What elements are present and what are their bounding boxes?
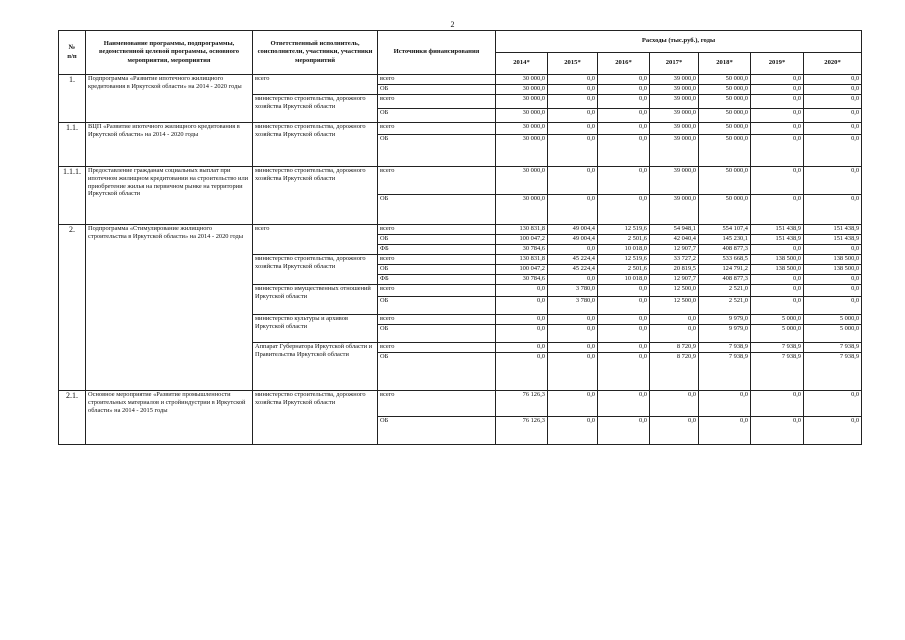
row-value: 138 500,0 <box>804 255 862 265</box>
row-value: 45 224,4 <box>548 265 598 275</box>
row-value: 2 521,0 <box>699 285 751 297</box>
row-value: 0,0 <box>548 85 598 95</box>
row-value: 5 000,0 <box>804 315 862 325</box>
row-value: 408 877,3 <box>699 245 751 255</box>
row-value: 30 000,0 <box>496 75 548 85</box>
row-executor: Аппарат Губернатора Иркутской области и Правительства Иркутской области <box>253 343 378 391</box>
row-value: 39 000,0 <box>650 135 699 167</box>
row-value: 0,0 <box>548 315 598 325</box>
row-name: Подпрограмма «Развитие ипотечного жилищного кредитования в Иркутской области» на 2014 - 2020 годы <box>86 75 253 123</box>
row-value: 0,0 <box>548 325 598 343</box>
row-value: 0,0 <box>548 353 598 391</box>
row-value: 0,0 <box>751 245 804 255</box>
row-value: 12 519,6 <box>598 225 650 235</box>
row-value: 408 877,3 <box>699 275 751 285</box>
row-value: 533 668,5 <box>699 255 751 265</box>
row-value: 0,0 <box>548 343 598 353</box>
header-year: 2016* <box>598 53 650 75</box>
row-value: 0,0 <box>751 109 804 123</box>
row-value: 7 938,9 <box>699 353 751 391</box>
table-row <box>59 167 862 195</box>
row-value: 0,0 <box>751 417 804 445</box>
row-value: 554 107,4 <box>699 225 751 235</box>
row-executor: всего <box>253 225 378 255</box>
row-value: 3 780,0 <box>548 285 598 297</box>
row-source: ФБ <box>378 245 496 255</box>
row-value: 30 784,6 <box>496 275 548 285</box>
row-value: 0,0 <box>751 123 804 135</box>
row-value: 0,0 <box>650 325 699 343</box>
row-index: 2.1. <box>59 391 86 445</box>
row-value: 0,0 <box>804 195 862 225</box>
row-value: 50 000,0 <box>699 85 751 95</box>
header-source: Источники финансирования <box>378 31 496 75</box>
row-value: 0,0 <box>598 285 650 297</box>
table-row <box>59 391 862 417</box>
row-index: 1.1.1. <box>59 167 86 225</box>
row-value: 151 438,9 <box>751 235 804 245</box>
row-value: 0,0 <box>804 275 862 285</box>
row-source: всего <box>378 167 496 195</box>
row-value: 0,0 <box>548 95 598 109</box>
row-value: 49 004,4 <box>548 225 598 235</box>
row-value: 42 040,4 <box>650 235 699 245</box>
row-value: 100 047,2 <box>496 265 548 275</box>
row-value: 0,0 <box>751 391 804 417</box>
row-value: 0,0 <box>548 75 598 85</box>
row-executor: министерство строительства, дорожного хозяйства Иркутской области <box>253 255 378 285</box>
row-value: 151 438,9 <box>751 225 804 235</box>
row-value: 100 047,2 <box>496 235 548 245</box>
row-source: ОБ <box>378 325 496 343</box>
row-value: 0,0 <box>751 135 804 167</box>
row-value: 0,0 <box>804 297 862 315</box>
row-value: 0,0 <box>804 135 862 167</box>
row-value: 30 784,6 <box>496 245 548 255</box>
page-number: 2 <box>450 20 455 29</box>
row-name: ВЦП «Развитие ипотечного жилищного кредитования в Иркутской области» на 2014 - 2020 годы <box>86 123 253 167</box>
header-name: Наименование программы, подпрограммы, ведомственной целевой программы, основного мероприятия, мероприятия <box>86 31 253 75</box>
budget-table <box>58 30 862 445</box>
row-value: 8 720,9 <box>650 353 699 391</box>
row-value: 0,0 <box>804 75 862 85</box>
row-source: всего <box>378 123 496 135</box>
row-source: ОБ <box>378 85 496 95</box>
row-value: 7 938,9 <box>804 343 862 353</box>
row-value: 30 000,0 <box>496 95 548 109</box>
row-value: 130 831,8 <box>496 255 548 265</box>
row-value: 0,0 <box>548 167 598 195</box>
row-source: всего <box>378 225 496 235</box>
row-value: 0,0 <box>699 417 751 445</box>
row-value: 0,0 <box>751 167 804 195</box>
row-value: 30 000,0 <box>496 135 548 167</box>
row-value: 50 000,0 <box>699 123 751 135</box>
row-source: ОБ <box>378 265 496 275</box>
row-value: 0,0 <box>598 109 650 123</box>
row-value: 50 000,0 <box>699 167 751 195</box>
row-value: 0,0 <box>804 167 862 195</box>
row-value: 49 004,4 <box>548 235 598 245</box>
row-value: 124 791,2 <box>699 265 751 275</box>
row-value: 0,0 <box>598 135 650 167</box>
row-value: 151 438,9 <box>804 235 862 245</box>
row-value: 7 938,9 <box>804 353 862 391</box>
row-source: ОБ <box>378 297 496 315</box>
header-year: 2014* <box>496 53 548 75</box>
row-value: 0,0 <box>804 245 862 255</box>
row-value: 0,0 <box>496 297 548 315</box>
row-value: 0,0 <box>598 391 650 417</box>
header-expenses: Расходы (тыс.руб.), годы <box>496 31 862 53</box>
row-value: 138 500,0 <box>751 265 804 275</box>
row-value: 12 907,7 <box>650 275 699 285</box>
row-value: 0,0 <box>650 417 699 445</box>
row-value: 0,0 <box>548 135 598 167</box>
row-value: 12 907,7 <box>650 245 699 255</box>
row-executor: министерство культуры и архивов Иркутской области <box>253 315 378 343</box>
row-value: 0,0 <box>548 391 598 417</box>
row-name: Предоставление гражданам социальных выплат при ипотечном жилищном кредитовании на строительство или приобретение жилья на первичном рынке на территории Иркутской области <box>86 167 253 225</box>
row-value: 39 000,0 <box>650 95 699 109</box>
row-value: 0,0 <box>496 353 548 391</box>
row-value: 50 000,0 <box>699 75 751 85</box>
row-value: 0,0 <box>699 391 751 417</box>
row-value: 0,0 <box>548 417 598 445</box>
header-num: № п/п <box>59 31 86 75</box>
row-value: 5 000,0 <box>804 325 862 343</box>
row-value: 9 979,0 <box>699 325 751 343</box>
row-value: 0,0 <box>804 123 862 135</box>
row-value: 50 000,0 <box>699 195 751 225</box>
row-executor: всего <box>253 75 378 95</box>
row-value: 138 500,0 <box>804 265 862 275</box>
row-value: 0,0 <box>598 95 650 109</box>
table-row <box>59 75 862 85</box>
row-value: 0,0 <box>650 391 699 417</box>
row-executor: министерство строительства, дорожного хозяйства Иркутской области <box>253 95 378 123</box>
row-value: 5 000,0 <box>751 325 804 343</box>
row-value: 39 000,0 <box>650 195 699 225</box>
row-value: 0,0 <box>751 85 804 95</box>
row-value: 0,0 <box>804 391 862 417</box>
row-source: ОБ <box>378 135 496 167</box>
row-executor: министерство строительства, дорожного хозяйства Иркутской области <box>253 123 378 167</box>
row-value: 0,0 <box>548 245 598 255</box>
row-value: 0,0 <box>751 275 804 285</box>
row-index: 1.1. <box>59 123 86 167</box>
row-value: 151 438,9 <box>804 225 862 235</box>
row-value: 0,0 <box>598 85 650 95</box>
row-value: 0,0 <box>751 285 804 297</box>
row-value: 130 831,8 <box>496 225 548 235</box>
row-value: 30 000,0 <box>496 167 548 195</box>
row-value: 12 519,6 <box>598 255 650 265</box>
row-value: 12 500,0 <box>650 285 699 297</box>
row-value: 0,0 <box>598 297 650 315</box>
row-source: ОБ <box>378 195 496 225</box>
row-value: 33 727,2 <box>650 255 699 265</box>
header-year: 2020* <box>804 53 862 75</box>
row-value: 0,0 <box>804 285 862 297</box>
row-source: ОБ <box>378 109 496 123</box>
row-source: всего <box>378 391 496 417</box>
row-index: 1. <box>59 75 86 123</box>
row-executor: министерство строительства, дорожного хозяйства Иркутской области <box>253 391 378 445</box>
row-value: 0,0 <box>598 167 650 195</box>
row-value: 30 000,0 <box>496 195 548 225</box>
header-executor: Ответственный исполнитель, соисполнители, участники, участники мероприятий <box>253 31 378 75</box>
row-value: 7 938,9 <box>751 343 804 353</box>
row-value: 0,0 <box>650 315 699 325</box>
row-index: 2. <box>59 225 86 391</box>
row-value: 145 230,1 <box>699 235 751 245</box>
row-value: 0,0 <box>751 195 804 225</box>
row-value: 7 938,9 <box>751 353 804 391</box>
row-value: 2 501,6 <box>598 235 650 245</box>
row-value: 50 000,0 <box>699 135 751 167</box>
row-source: всего <box>378 75 496 85</box>
row-value: 12 500,0 <box>650 297 699 315</box>
row-value: 0,0 <box>598 417 650 445</box>
row-value: 39 000,0 <box>650 75 699 85</box>
row-source: всего <box>378 343 496 353</box>
row-value: 0,0 <box>496 325 548 343</box>
header-year: 2019* <box>751 53 804 75</box>
header-year: 2015* <box>548 53 598 75</box>
row-value: 45 224,4 <box>548 255 598 265</box>
row-value: 50 000,0 <box>699 95 751 109</box>
row-value: 0,0 <box>751 75 804 85</box>
row-value: 0,0 <box>496 343 548 353</box>
row-value: 0,0 <box>548 123 598 135</box>
row-source: ОБ <box>378 353 496 391</box>
row-value: 3 780,0 <box>548 297 598 315</box>
row-name: Основное мероприятие «Развитие промышленности строительных материалов и стройиндустрии в Иркутской области» на 2014 - 2015 годы <box>86 391 253 445</box>
row-value: 20 819,5 <box>650 265 699 275</box>
row-value: 0,0 <box>598 343 650 353</box>
row-source: всего <box>378 255 496 265</box>
row-value: 2 521,0 <box>699 297 751 315</box>
table-row <box>59 225 862 235</box>
row-value: 30 000,0 <box>496 123 548 135</box>
row-value: 0,0 <box>598 123 650 135</box>
row-value: 39 000,0 <box>650 167 699 195</box>
row-value: 0,0 <box>804 85 862 95</box>
row-value: 0,0 <box>598 315 650 325</box>
row-value: 39 000,0 <box>650 123 699 135</box>
row-value: 10 018,0 <box>598 245 650 255</box>
row-executor: министерство имущественных отношений Иркутской области <box>253 285 378 315</box>
row-value: 30 000,0 <box>496 109 548 123</box>
row-value: 39 000,0 <box>650 109 699 123</box>
header-year: 2018* <box>699 53 751 75</box>
row-value: 0,0 <box>598 75 650 85</box>
row-value: 50 000,0 <box>699 109 751 123</box>
row-value: 0,0 <box>598 325 650 343</box>
row-value: 0,0 <box>804 109 862 123</box>
row-value: 0,0 <box>548 195 598 225</box>
row-executor: министерство строительства, дорожного хозяйства Иркутской области <box>253 167 378 225</box>
row-source: ОБ <box>378 417 496 445</box>
row-value: 0,0 <box>751 95 804 109</box>
row-value: 0,0 <box>496 285 548 297</box>
header-year: 2017* <box>650 53 699 75</box>
row-source: всего <box>378 285 496 297</box>
table-row <box>59 123 862 135</box>
row-value: 30 000,0 <box>496 85 548 95</box>
row-source: всего <box>378 315 496 325</box>
row-source: ОБ <box>378 235 496 245</box>
row-value: 0,0 <box>804 417 862 445</box>
row-value: 2 501,6 <box>598 265 650 275</box>
row-value: 0,0 <box>548 275 598 285</box>
row-value: 76 126,3 <box>496 391 548 417</box>
row-value: 8 720,9 <box>650 343 699 353</box>
row-value: 0,0 <box>548 109 598 123</box>
row-source: ФБ <box>378 275 496 285</box>
row-value: 0,0 <box>496 315 548 325</box>
row-value: 0,0 <box>598 353 650 391</box>
row-value: 7 938,9 <box>699 343 751 353</box>
row-value: 39 000,0 <box>650 85 699 95</box>
row-value: 0,0 <box>598 195 650 225</box>
row-value: 54 948,1 <box>650 225 699 235</box>
row-value: 0,0 <box>751 297 804 315</box>
row-value: 5 000,0 <box>751 315 804 325</box>
row-value: 0,0 <box>804 95 862 109</box>
row-source: всего <box>378 95 496 109</box>
row-value: 10 018,0 <box>598 275 650 285</box>
row-value: 76 126,3 <box>496 417 548 445</box>
row-value: 138 500,0 <box>751 255 804 265</box>
row-value: 9 979,0 <box>699 315 751 325</box>
row-name: Подпрограмма «Стимулирование жилищного строительства в Иркутской области» на 2014 - 2020 годы <box>86 225 253 391</box>
